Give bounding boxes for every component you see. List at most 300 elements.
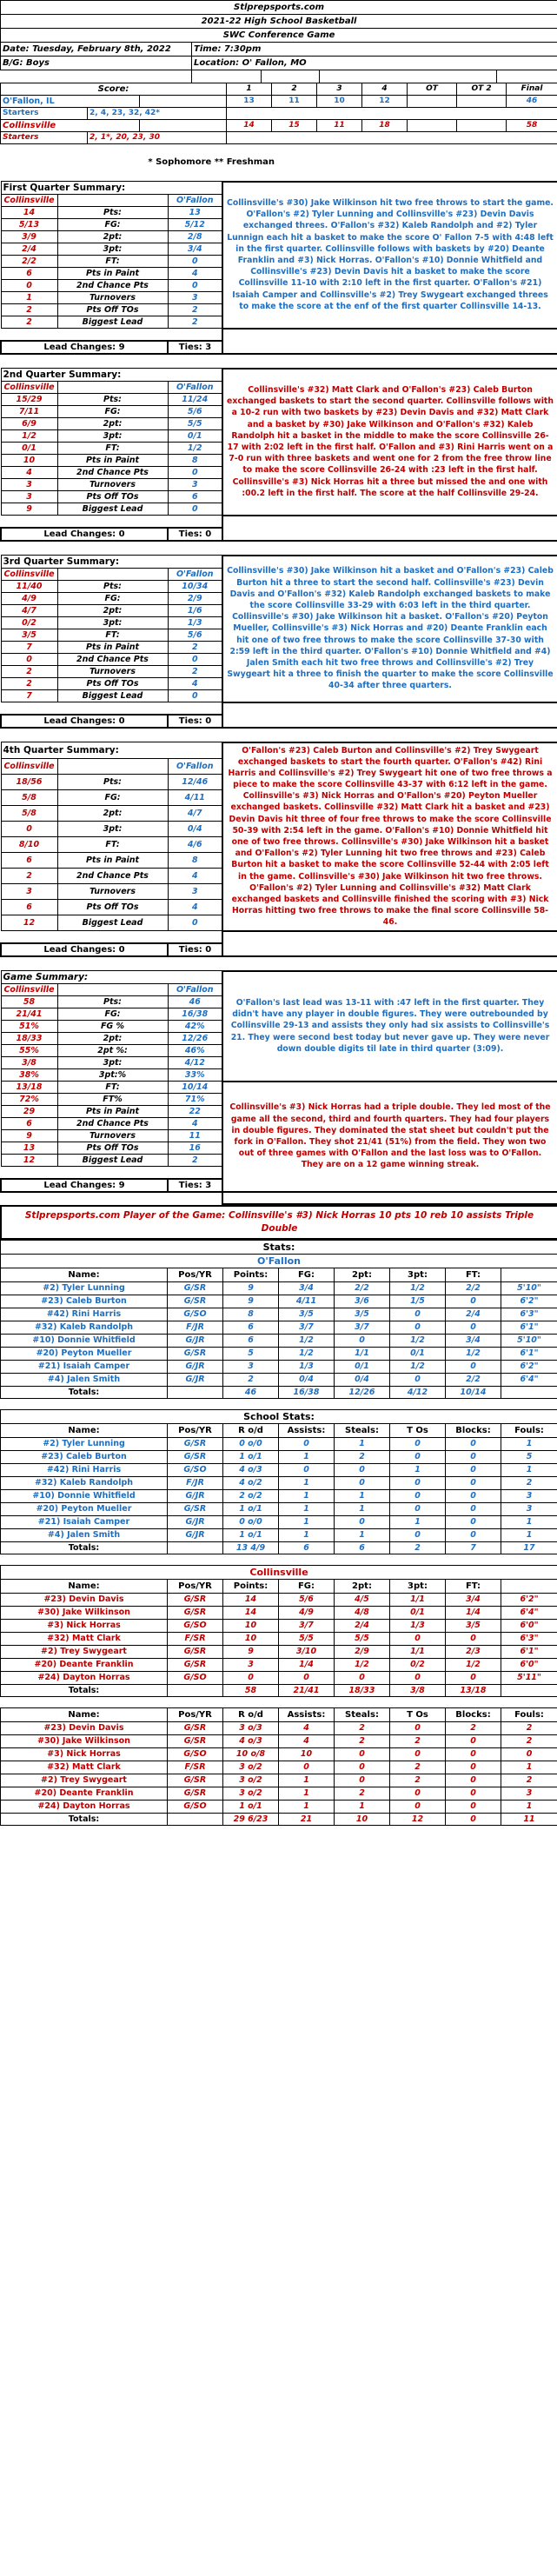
player-turnovers: 1 <box>390 1515 446 1528</box>
player-name: #10) Donnie Whitfield <box>1 1334 168 1347</box>
player-pos: G/JR <box>168 1489 223 1502</box>
player-3pt: 0/2 <box>390 1658 446 1671</box>
player-fg: 1/2 <box>279 1347 335 1360</box>
gs-away-3: 12/26 <box>168 1033 222 1045</box>
ls-away-final: 46 <box>507 95 557 107</box>
gs-away-13: 2 <box>168 1155 222 1167</box>
player-rebounds: 2 o/2 <box>223 1489 279 1502</box>
player-3pt: 1/1 <box>390 1593 446 1606</box>
q3-home-6: 0 <box>1 654 57 666</box>
q1-home-8: 2 <box>1 304 57 316</box>
player-rebounds: 4 o/2 <box>223 1476 279 1489</box>
player-ft: 0 <box>446 1632 501 1645</box>
q3-gap-c <box>168 702 222 715</box>
q4-away-0: 12/46 <box>168 775 222 790</box>
table-row <box>1 1373 557 1386</box>
q2-gap-row <box>1 516 557 528</box>
q4-away-4: 4/6 <box>168 837 222 853</box>
table-row <box>1 1721 557 1734</box>
gs-home-13: 12 <box>1 1155 57 1167</box>
totals-steals: 10 <box>335 1813 390 1825</box>
player-assists: 1 <box>279 1774 335 1787</box>
gs-away-12: 16 <box>168 1142 222 1155</box>
totals-label: Totals: <box>1 1541 168 1554</box>
player-name: #42) Rini Harris <box>1 1463 168 1476</box>
player-pos: G/JR <box>168 1334 223 1347</box>
player-name: #32) Kaleb Randolph <box>1 1476 168 1489</box>
table-row <box>1 1476 557 1489</box>
ls-home-q1: 14 <box>227 119 272 131</box>
table-row <box>1 1295 557 1308</box>
gs-label-4: 2pt %: <box>57 1045 168 1057</box>
player-points: 0 <box>223 1671 279 1684</box>
player-steals: 0 <box>335 1761 390 1774</box>
totals-fouls: 11 <box>501 1813 557 1825</box>
table-row <box>1 1489 557 1502</box>
header-gap-row <box>1 70 557 83</box>
player-2pt: 3/5 <box>335 1308 390 1321</box>
player-pos: G/JR <box>168 1528 223 1541</box>
ls-home-final: 58 <box>507 119 557 131</box>
q3-label-3: 3pt: <box>57 617 168 629</box>
player-name: #10) Donnie Whitfield <box>1 1489 168 1502</box>
gs-home-label: Collinsville <box>1 984 57 996</box>
player-3pt: 1/2 <box>390 1281 446 1295</box>
player-fg: 5/6 <box>279 1593 335 1606</box>
q-col-2: 2 <box>272 83 317 95</box>
totals-blocks: 7 <box>446 1541 501 1554</box>
q2-leadties-pad <box>222 528 557 541</box>
player-fouls: 1 <box>501 1463 557 1476</box>
boys-girls: B/G: Boys <box>1 57 192 70</box>
player-points: 9 <box>223 1281 279 1295</box>
gs-away-9: 22 <box>168 1106 222 1118</box>
gs-title: Game Summary: <box>1 971 168 984</box>
player-assists: 1 <box>279 1787 335 1800</box>
q-col-final: Final <box>507 83 557 95</box>
player-fouls: 1 <box>501 1528 557 1541</box>
q1-hdr-pad <box>57 195 168 207</box>
player-height: 6'0" <box>501 1619 557 1632</box>
player-pos: G/JR <box>168 1373 223 1386</box>
q3-home-0: 11/40 <box>1 581 57 593</box>
player-points: 10 <box>223 1619 279 1632</box>
player-pos: G/SO <box>168 1463 223 1476</box>
q2-after-gap-cell <box>1 541 557 555</box>
q2-home-0: 15/29 <box>1 394 57 406</box>
player-ft: 3/4 <box>446 1593 501 1606</box>
player-blocks: 0 <box>446 1787 501 1800</box>
player-name: #2) Trey Swygeart <box>1 1645 168 1658</box>
q-col-1: 1 <box>227 83 272 95</box>
q1-label-5: Pts in Paint <box>57 268 168 280</box>
gs-away-6: 33% <box>168 1069 222 1082</box>
player-ft: 2/4 <box>446 1308 501 1321</box>
table-row <box>1 1787 557 1800</box>
q3-gap-row <box>1 702 557 715</box>
q2-title: 2nd Quarter Summary: <box>1 369 168 382</box>
scol-blocks: Blocks: <box>446 1423 501 1437</box>
player-assists: 0 <box>279 1761 335 1774</box>
player-blocks: 0 <box>446 1489 501 1502</box>
q3-home-1: 4/9 <box>1 593 57 605</box>
player-turnovers: 2 <box>390 1761 446 1774</box>
gs-home-1: 21/41 <box>1 1008 57 1021</box>
q2-gap-a <box>1 516 57 528</box>
gs-title-row <box>1 971 557 984</box>
q4-home-3: 0 <box>1 822 57 837</box>
gs-label-3: 2pt: <box>57 1033 168 1045</box>
player-3pt: 0/1 <box>390 1347 446 1360</box>
q-col-4: 4 <box>362 83 408 95</box>
q2-label-7: Turnovers <box>57 479 168 491</box>
legend-table <box>0 144 557 181</box>
q3-away-4: 5/6 <box>168 629 222 642</box>
gs-home-9: 29 <box>1 1106 57 1118</box>
player-2pt: 2/4 <box>335 1619 390 1632</box>
table-row <box>1 1347 557 1360</box>
table-row <box>1 1671 557 1684</box>
player-2pt: 2/2 <box>335 1281 390 1295</box>
q4-label-6: 2nd Chance Pts <box>57 869 168 884</box>
q4-away-1: 4/11 <box>168 790 222 806</box>
q2-gap-c <box>168 516 222 528</box>
q1-label-6: 2nd Chance Pts <box>57 280 168 292</box>
player-turnovers: 2 <box>390 1734 446 1747</box>
q4-away-label: O'Fallon <box>168 759 222 775</box>
player-3pt: 1/3 <box>390 1619 446 1632</box>
q3-away-8: 4 <box>168 678 222 690</box>
player-pos: G/SR <box>168 1787 223 1800</box>
q4-leadties-pad <box>222 943 557 956</box>
q4-home-8: 6 <box>1 899 57 915</box>
q3-title-pad <box>168 556 222 569</box>
col-height <box>501 1579 557 1593</box>
q1-away-6: 0 <box>168 280 222 292</box>
player-height: 5'10" <box>501 1334 557 1347</box>
player-rebounds: 3 o/2 <box>223 1774 279 1787</box>
gs-after-gap <box>1 1192 557 1204</box>
player-name: #4) Jalen Smith <box>1 1373 168 1386</box>
gap-cell-d <box>320 70 497 83</box>
q1-gap-a <box>1 329 57 341</box>
player-height: 6'1" <box>501 1347 557 1360</box>
quarter-block-3 <box>0 555 557 742</box>
q2-home-9: 9 <box>1 503 57 516</box>
scol-assists: Assists: <box>279 1423 335 1437</box>
player-name: #20) Deante Franklin <box>1 1787 168 1800</box>
player-name: #21) Isaiah Camper <box>1 1360 168 1373</box>
player-fg: 3/7 <box>279 1619 335 1632</box>
q4-after-gap-cell <box>1 956 557 970</box>
starters-blank-home2 <box>408 131 457 143</box>
table-row <box>1 1308 557 1321</box>
player-points: 9 <box>223 1295 279 1308</box>
gs-after-gap-cell <box>1 1192 222 1204</box>
totals-fg: 16/38 <box>279 1386 335 1398</box>
totals-2pt: 12/26 <box>335 1386 390 1398</box>
player-pos: G/SR <box>168 1645 223 1658</box>
player-points: 2 <box>223 1373 279 1386</box>
gs-label-10: 2nd Chance Pts <box>57 1118 168 1130</box>
player-points: 5 <box>223 1347 279 1360</box>
gs-home-11: 9 <box>1 1130 57 1142</box>
collinsville-shooting-header <box>1 1579 557 1593</box>
gs-away-4: 46% <box>168 1045 222 1057</box>
player-height: 6'2" <box>501 1360 557 1373</box>
q4-home-7: 3 <box>1 884 57 900</box>
gs-away-0: 46 <box>168 996 222 1008</box>
player-name: #20) Deante Franklin <box>1 1658 168 1671</box>
player-blocks: 0 <box>446 1800 501 1813</box>
totals-3pt: 3/8 <box>390 1684 446 1696</box>
player-name: #23) Caleb Burton <box>1 1450 168 1463</box>
q3-title: 3rd Quarter Summary: <box>1 556 168 569</box>
legend-spacer-b <box>278 144 557 156</box>
q3-lead-changes: Lead Changes: 0 <box>1 715 168 728</box>
player-fouls: 2 <box>501 1476 557 1489</box>
q2-label-3: 3pt: <box>57 430 168 443</box>
player-of-game-table <box>0 1205 557 1240</box>
gs-label-13: Biggest Lead <box>57 1155 168 1167</box>
header-table <box>0 0 557 83</box>
game-summary-block <box>0 970 557 1205</box>
ls-pad-away <box>140 95 227 107</box>
q1-gap-row <box>1 329 557 341</box>
gs-home-2: 51% <box>1 1021 57 1033</box>
player-name: #24) Dayton Horras <box>1 1671 168 1684</box>
player-points: 9 <box>223 1645 279 1658</box>
q4-away-8: 4 <box>168 899 222 915</box>
player-steals: 2 <box>335 1721 390 1734</box>
player-steals: 0 <box>335 1476 390 1489</box>
q2-home-2: 6/9 <box>1 418 57 430</box>
game-location: Location: O' Fallon, MO <box>192 57 557 70</box>
q1-leadties-pad <box>222 341 557 354</box>
player-fg: 1/2 <box>279 1334 335 1347</box>
player-pos: G/JR <box>168 1360 223 1373</box>
table-row <box>1 1761 557 1774</box>
player-fouls: 3 <box>501 1489 557 1502</box>
collinsville-team-name: Collinsville <box>1 1565 557 1579</box>
q3-away-2: 1/6 <box>168 605 222 617</box>
q3-narrative: Collinsville's #30) Jake Wilkinson hit a basket and O'Fallon's #23) Caleb Burton hit a three to start the second half. Collinsville's #23) Devin Davis and O'Fallon's #32) Kaleb Randolph exchanged baskets to make the score Collinsville 33-29 with 6:03 left in the third quarter. Collinsville's #30) Jake Wilkinson hit a basket. O'Fallon's #20) Peyton Mueller, Collinsville's #3) Nick Horras and #20) Deante Franklin each hit one of two free throws to make the score Collinsville 37-30 with 2:59 left in the third quarter. O'Fallon's #10) Donnie Whitfield and #4) Jalen Smith each hit two free throws and Collinsville's #2) Trey Swygeart hit a three to finish the quarter to make the score Collinsville 40-34 after three quarters. <box>222 556 557 702</box>
q4-label-4: FT: <box>57 837 168 853</box>
starters-blank-home3 <box>457 131 507 143</box>
q4-leadties-row <box>1 943 557 956</box>
q1-away-5: 4 <box>168 268 222 280</box>
score-label: Score: <box>1 83 227 95</box>
player-steals: 1 <box>335 1489 390 1502</box>
q2-leadties-row <box>1 528 557 541</box>
player-points: 8 <box>223 1308 279 1321</box>
table-row <box>1 1360 557 1373</box>
player-fouls: 0 <box>501 1747 557 1761</box>
q2-label-6: 2nd Chance Pts <box>57 467 168 479</box>
player-height: 6'1" <box>501 1321 557 1334</box>
player-name: #3) Nick Horras <box>1 1619 168 1632</box>
q3-away-1: 2/9 <box>168 593 222 605</box>
totals-assists: 21 <box>279 1813 335 1825</box>
q2-label-8: Pts Off TOs <box>57 491 168 503</box>
player-name: #32) Kaleb Randolph <box>1 1321 168 1334</box>
q3-gap-d <box>222 702 557 715</box>
player-pos: F/SR <box>168 1632 223 1645</box>
totals-fouls: 17 <box>501 1541 557 1554</box>
player-name: #2) Trey Swygeart <box>1 1774 168 1787</box>
q1-label-7: Turnovers <box>57 292 168 304</box>
gs-narrative-top: O'Fallon's last lead was 13-11 with :47 left in the first quarter. They didn't have any player in double figures. They were outrebounded by Collinsville 29-13 and assists they only had six assists to Collinsville's 21. They were second best today but never gave up. They were never down double digits til late in third quarter (3:09). <box>222 971 557 1082</box>
gs-home-10: 6 <box>1 1118 57 1130</box>
gs-label-8: FT% <box>57 1094 168 1106</box>
scol-name: Name: <box>1 1707 168 1721</box>
q2-lead-changes: Lead Changes: 0 <box>1 528 168 541</box>
linescore-row-ofallon <box>1 95 557 107</box>
q1-away-9: 2 <box>168 316 222 329</box>
ls-home-q3: 11 <box>317 119 362 131</box>
player-blocks: 0 <box>446 1437 501 1450</box>
q2-ties: Ties: 0 <box>168 528 222 541</box>
q-col-ot2: OT 2 <box>457 83 507 95</box>
gs-away-11: 11 <box>168 1130 222 1142</box>
player-pos: F/JR <box>168 1476 223 1489</box>
player-steals: 1 <box>335 1800 390 1813</box>
ls-away-ot2 <box>457 95 507 107</box>
player-2pt: 0/1 <box>335 1360 390 1373</box>
q1-label-4: FT: <box>57 256 168 268</box>
player-name: #23) Devin Davis <box>1 1593 168 1606</box>
q4-label-0: Pts: <box>57 775 168 790</box>
player-ft: 2/2 <box>446 1281 501 1295</box>
q1-away-3: 3/4 <box>168 243 222 256</box>
table-row <box>1 1450 557 1463</box>
table-row <box>1 1734 557 1747</box>
player-fg: 4/9 <box>279 1606 335 1619</box>
col-name: Name: <box>1 1579 168 1593</box>
potg-row <box>1 1206 557 1239</box>
scol-steals: Steals: <box>335 1423 390 1437</box>
legend-spacer-d <box>278 169 557 181</box>
player-name: #3) Nick Horras <box>1 1747 168 1761</box>
player-rebounds: 1 o/1 <box>223 1528 279 1541</box>
player-height: 6'2" <box>501 1593 557 1606</box>
table-row <box>1 1321 557 1334</box>
totals-turnovers: 12 <box>390 1813 446 1825</box>
col-fg: FG: <box>279 1579 335 1593</box>
player-name: #24) Dayton Horras <box>1 1800 168 1813</box>
player-turnovers: 0 <box>390 1502 446 1515</box>
q4-home-4: 8/10 <box>1 837 57 853</box>
player-pos: F/SR <box>168 1761 223 1774</box>
q1-away-0: 13 <box>168 207 222 219</box>
player-ft: 2/2 <box>446 1373 501 1386</box>
game-date: Date: Tuesday, February 8th, 2022 <box>1 43 192 57</box>
col-ft: FT: <box>446 1579 501 1593</box>
q4-label-2: 2pt: <box>57 806 168 822</box>
player-points: 6 <box>223 1334 279 1347</box>
q1-home-label: Collinsville <box>1 195 57 207</box>
q4-away-7: 3 <box>168 884 222 900</box>
player-rebounds: 3 o/2 <box>223 1787 279 1800</box>
gs-narrative-bottom: Collinsville's #3) Nick Horras had a triple double. They led most of the game all the second, third and fourth quarters. They had four players in double figures. They dominated the stat sheet but couldn't put the fork in O'Fallon. They shot 21/41 (51%) from the field. They won two out of three games with O'Fallon and the last loss was to O'Fallon. They are on a 12 game winning streak. <box>222 1082 557 1192</box>
totals-label: Totals: <box>1 1684 168 1696</box>
player-blocks: 0 <box>446 1774 501 1787</box>
q1-home-1: 5/13 <box>1 219 57 231</box>
ofallon-team-header-row <box>1 1254 557 1268</box>
player-ft: 1/2 <box>446 1658 501 1671</box>
table-row <box>1 1528 557 1541</box>
q4-gap-d <box>222 931 557 943</box>
player-assists: 1 <box>279 1528 335 1541</box>
table-row <box>1 1606 557 1619</box>
ls-home-ot <box>408 119 457 131</box>
player-2pt: 5/5 <box>335 1632 390 1645</box>
q3-ties: Ties: 0 <box>168 715 222 728</box>
totals-label: Totals: <box>1 1813 168 1825</box>
quarter-block-1 <box>0 181 557 368</box>
player-pos: G/SR <box>168 1347 223 1360</box>
q4-lead-changes: Lead Changes: 0 <box>1 943 168 956</box>
q1-away-2: 2/8 <box>168 231 222 243</box>
player-2pt: 4/8 <box>335 1606 390 1619</box>
gs-away-5: 4/12 <box>168 1057 222 1069</box>
player-rebounds: 3 o/2 <box>223 1761 279 1774</box>
player-assists: 10 <box>279 1747 335 1761</box>
gs-label-9: Pts in Paint <box>57 1106 168 1118</box>
q2-home-4: 0/1 <box>1 443 57 455</box>
game-type-row <box>1 29 557 43</box>
q3-home-9: 7 <box>1 690 57 702</box>
player-height: 6'4" <box>501 1606 557 1619</box>
collinsville-school-header <box>1 1707 557 1721</box>
player-fouls: 3 <box>501 1787 557 1800</box>
scol-posyr: Pos/YR <box>168 1423 223 1437</box>
q4-narrative: O'Fallon's #23) Caleb Burton and Collinsville's #2) Trey Swygeart exchanged baskets to start the fourth quarter. O'Fallon's #42) Rini Harris and Collinsville's #2) Trey Swygeart hit one of two free throws a piece to make the score Collinsville 43-37 with 6:12 left in the game. Collinsville's #3) Nick Horras and O'Fallon's #20) Peyton Mueller exchanged baskets. Collinsville #32) Matt Clark hit a basket and #23) Devin Davis hit three of four free throws to make the score Collinsville 50-39 with 2:54 left in the game. O'Fallon's #10) Donnie Whitfield hit one of two free throws. Collinsville's #30) Jake Wilkinson hit a basket and O'Fallon's #2) Tyler Lunning hit two free throws and #23) Caleb Burton hit a basket to make the score Collinsville 52-44 with 2:05 left in the game. Collinsville's #30) Jake Wilkinson hit two free throws. O'Fallon's #2) Tyler Lunning and Collinsville's #32) Matt Clark exchanged baskets and Collinsville finished the scoring with #3) Nick Horras hitting two free throws to make the final score Collinsville 58-46. <box>222 742 557 931</box>
player-pos: G/SR <box>168 1502 223 1515</box>
starters-away: 2, 4, 23, 32, 42* <box>88 107 227 119</box>
player-2pt: 0 <box>335 1671 390 1684</box>
player-fouls: 2 <box>501 1721 557 1734</box>
starters-blank-home <box>227 131 408 143</box>
player-3pt: 1/2 <box>390 1360 446 1373</box>
player-name: #21) Isaiah Camper <box>1 1515 168 1528</box>
totals-height <box>501 1684 557 1696</box>
q3-label-5: Pts in Paint <box>57 642 168 654</box>
stats-label-row <box>1 1240 557 1254</box>
ofallon-team-name: O'Fallon <box>1 1254 557 1268</box>
player-blocks: 0 <box>446 1463 501 1476</box>
totals-2pt: 18/33 <box>335 1684 390 1696</box>
player-ft: 2/3 <box>446 1645 501 1658</box>
scol-assists: Assists: <box>279 1707 335 1721</box>
q4-away-3: 0/4 <box>168 822 222 837</box>
q4-label-8: Pts Off TOs <box>57 899 168 915</box>
totals-steals: 6 <box>335 1541 390 1554</box>
player-height: 5'11" <box>501 1671 557 1684</box>
player-turnovers: 0 <box>390 1787 446 1800</box>
player-points: 14 <box>223 1593 279 1606</box>
collinsville-team-header-row <box>1 1565 557 1579</box>
totals-ft: 10/14 <box>446 1386 501 1398</box>
player-pos: G/SO <box>168 1747 223 1761</box>
starters-label-home: Starters <box>1 131 88 143</box>
player-rebounds: 0 o/0 <box>223 1437 279 1450</box>
player-steals: 2 <box>335 1734 390 1747</box>
player-pos: G/SR <box>168 1450 223 1463</box>
player-ft: 0 <box>446 1360 501 1373</box>
player-steals: 0 <box>335 1463 390 1476</box>
q3-home-8: 2 <box>1 678 57 690</box>
